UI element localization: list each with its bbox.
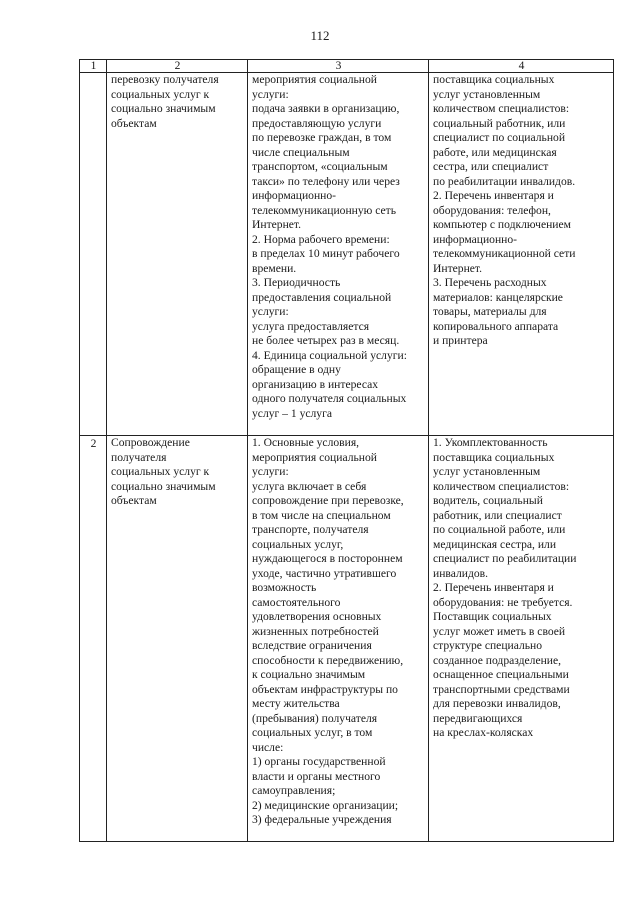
text-line: структуре специально: [433, 639, 543, 652]
text-line: информационно-: [433, 232, 518, 246]
table-row: [80, 436, 614, 842]
service-conditions-cell: [429, 73, 614, 436]
text-line: услуга включает в себя: [252, 479, 367, 493]
text-line: одного получателя социальных: [252, 392, 407, 405]
text-line: объектам: [111, 494, 157, 507]
text-line: самостоятельного: [252, 595, 341, 609]
text-line: компьютер с подключением: [433, 218, 571, 231]
text-line: работник, или специалист: [433, 508, 562, 522]
text-line: социальных услуг к: [111, 465, 210, 478]
text-line: транспортными средствами: [433, 682, 570, 696]
text-line: услуги:: [252, 465, 289, 478]
text-line: Поставщик социальных: [433, 610, 552, 623]
page-number: 112: [310, 28, 330, 43]
text-line: перевозку получателя: [111, 73, 219, 86]
text-line: жизненных потребностей: [252, 624, 379, 638]
text-line: копировального аппарата: [433, 319, 559, 333]
table-row: [80, 73, 614, 436]
text-line: Сопровождение: [111, 436, 190, 449]
text-line: мероприятия социальной: [252, 450, 377, 464]
header-cell: 2: [107, 60, 248, 73]
service-name-cell: [107, 436, 248, 842]
text-line: уходе, частично утратившего: [252, 566, 397, 580]
text-line: количеством специалистов:: [433, 102, 570, 115]
text-line: социальный работник, или: [433, 116, 566, 130]
text-line: власти и органы местного: [252, 769, 381, 783]
text-line: обращение в одну: [252, 363, 341, 376]
text-line: передвигающихся: [433, 711, 523, 725]
text-line: 2) медицинские организации;: [252, 798, 399, 812]
text-line: (пребывания) получателя: [252, 711, 378, 725]
text-line: подача заявки в организацию,: [252, 102, 400, 115]
text-line: времени.: [252, 261, 297, 275]
text-line: на креслах-колясках: [433, 726, 534, 739]
header-cell: 1: [80, 60, 107, 73]
text-line: 2. Перечень инвентаря и: [433, 581, 554, 594]
text-line: специалист по социальной: [433, 131, 566, 144]
text-line: способности к передвижению,: [252, 653, 404, 667]
text-line: к социально значимым: [252, 668, 366, 681]
text-line: по реабилитации инвалидов.: [433, 174, 576, 188]
text-line: объектам инфраструктуры по: [252, 682, 398, 696]
text-line: организацию в интересах: [252, 377, 379, 391]
text-line: товары, материалы для: [433, 305, 547, 318]
text-line: по перевозке граждан, в том: [252, 131, 392, 144]
text-line: телекоммуникационную сеть: [252, 203, 397, 217]
service-description-cell: [248, 73, 429, 436]
text-line: информационно-: [252, 189, 337, 202]
text-line: Интернет.: [433, 261, 483, 275]
text-line: нуждающегося в постороннем: [252, 552, 403, 565]
text-line: сопровождение при перевозке,: [252, 494, 404, 507]
row-number: [80, 73, 107, 436]
text-line: по социальной работе, или: [433, 523, 566, 536]
text-line: поставщика социальных: [433, 450, 555, 464]
services-table: [79, 59, 614, 842]
text-line: инвалидов.: [433, 566, 489, 580]
text-line: в пределах 10 минут рабочего: [252, 247, 400, 260]
text-line: вследствие ограничения: [252, 639, 372, 652]
text-line: оборудования: не требуется.: [433, 595, 573, 609]
text-line: Интернет.: [252, 218, 302, 231]
text-line: материалов: канцелярские: [433, 290, 563, 304]
text-line: 3. Перечень расходных: [433, 276, 547, 289]
text-line: транспортом, «социальным: [252, 160, 388, 173]
text-line: месту жительства: [252, 697, 340, 710]
text-line: услуг может иметь в своей: [433, 624, 566, 638]
text-line: мероприятия социальной: [252, 73, 377, 86]
text-line: удовлетворения основных: [252, 610, 382, 623]
text-line: водитель, социальный: [433, 494, 543, 507]
text-line: специалист по реабилитации: [433, 552, 577, 565]
text-line: 1. Основные условия,: [252, 436, 360, 449]
text-line: 3. Периодичность: [252, 276, 341, 289]
text-line: оборудования: телефон,: [433, 203, 551, 217]
text-line: 1) органы государственной: [252, 755, 386, 768]
text-line: услуга предоставляется: [252, 319, 370, 333]
header-cell: 4: [429, 60, 614, 73]
text-line: и принтера: [433, 334, 488, 347]
text-line: социальных услуг к: [111, 87, 210, 101]
text-line: медицинская сестра, или: [433, 537, 557, 551]
text-line: числе:: [252, 740, 284, 754]
table-header-row: [80, 60, 614, 73]
text-line: объектам: [111, 116, 157, 130]
service-conditions-cell: [429, 436, 614, 842]
text-line: сестра, или специалист: [433, 160, 549, 173]
text-line: социальных услуг, в том: [252, 726, 373, 739]
text-line: такси» по телефону или через: [252, 174, 400, 188]
text-line: возможность: [252, 581, 317, 594]
text-line: предоставления социальной: [252, 290, 392, 304]
row-number: 2: [80, 436, 107, 842]
text-line: услуг установленным: [433, 465, 541, 478]
text-line: предоставляющую услуги: [252, 116, 382, 130]
text-line: работе, или медицинская: [433, 145, 557, 159]
text-line: транспорте, получателя: [252, 523, 369, 536]
text-line: 2. Норма рабочего времени:: [252, 232, 390, 246]
text-line: социально значимым: [111, 479, 216, 493]
text-line: услуг – 1 услуга: [252, 406, 332, 420]
text-line: созданное подразделение,: [433, 653, 562, 667]
text-line: числе специальным: [252, 145, 350, 159]
text-line: 4. Единица социальной услуги:: [252, 348, 407, 362]
service-name-cell: [107, 73, 248, 436]
text-line: получателя: [111, 450, 167, 464]
text-line: оснащенное специальными: [433, 668, 569, 681]
text-line: не более четырех раз в месяц.: [252, 334, 400, 347]
service-description-cell: [248, 436, 429, 842]
text-line: для перевозки инвалидов,: [433, 697, 561, 710]
text-line: социально значимым: [111, 102, 216, 115]
text-line: телекоммуникационной сети: [433, 247, 576, 260]
text-line: самоуправления;: [252, 784, 336, 797]
text-line: услуг установленным: [433, 87, 541, 101]
text-line: услуги:: [252, 305, 289, 318]
text-line: социальных услуг,: [252, 537, 344, 551]
text-line: в том числе на специальном: [252, 508, 391, 522]
text-line: 1. Укомплектованность: [433, 436, 548, 449]
text-line: количеством специалистов:: [433, 479, 570, 493]
text-line: 3) федеральные учреждения: [252, 813, 392, 826]
text-line: поставщика социальных: [433, 73, 555, 86]
text-line: 2. Перечень инвентаря и: [433, 189, 554, 202]
text-line: услуги:: [252, 87, 289, 101]
header-cell: 3: [248, 60, 429, 73]
